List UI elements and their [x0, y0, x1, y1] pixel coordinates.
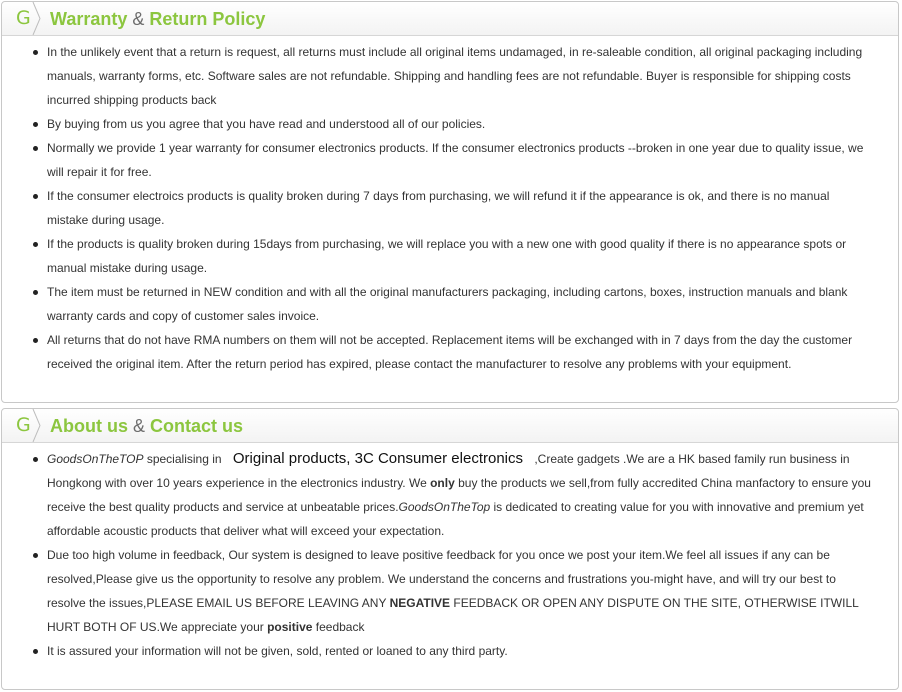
brand-name: GoodsOnTheTOP [47, 452, 144, 466]
about-header [2, 409, 898, 443]
list-item [2, 543, 898, 639]
emphasis-only: only [430, 476, 455, 490]
g-logo-icon [2, 2, 40, 35]
about-list [2, 447, 898, 663]
list-item: In the unlikely event that a return is request, all returns must include all original items undamaged, in re-saleable condition, all original packaging including manuals, warranty forms, etc. Software sales are not refundable. Shipping and handling fees are not refundable. Buyer is responsible for shipping costs incurred shipping products back [2, 40, 898, 112]
emphasis-positive: positive [267, 620, 313, 634]
list-item: The item must be returned in NEW condition and with all the original manufacturers packaging, including cartons, boxes, instruction manuals and blank warranty cards and copy of customer sales invoice. [2, 280, 898, 328]
warranty-list [2, 40, 898, 376]
title-part-return-policy: Return Policy [149, 9, 266, 29]
warranty-title [50, 8, 265, 30]
text-segment: Due too high volume in feedback, Our system is designed to leave positive feedback for you once we post your item.We feel all issues if any can be resolved,Please give us the opportunity to resolve any problem. We understand the concerns and frustrations you-might have, and will try our best to resolve the issues,PLEASE EMAIL US BEFORE LEAVING ANY [47, 548, 836, 610]
list-item: All returns that do not have RMA numbers on them will not be accepted. Replacement items will be exchanged with in 7 days from the day the customer received the original item. After the return period has expired, please contact the manufacturer to resolve any problems with your equipment. [2, 328, 898, 376]
g-logo-letter: G [16, 7, 31, 29]
list-item: Normally we provide 1 year warranty for consumer electronics products. If the consumer electronics products --broken in one year due to quality issue, we will repair it for free. [2, 136, 898, 184]
warranty-header [2, 2, 898, 36]
list-item [2, 447, 898, 543]
list-item: By buying from us you agree that you have read and understood all of our policies. [2, 112, 898, 136]
emphasis-negative: NEGATIVE [389, 596, 451, 610]
title-part-about-us: About us [50, 416, 128, 436]
g-logo-letter: G [16, 414, 31, 436]
text-segment: FEEDBACK OR OPEN ANY DISPUTE ON THE SITE, OTHERWISE ITWILL HURT BOTH OF US.We appreciate your [47, 596, 859, 634]
g-logo-icon [2, 409, 40, 442]
chevron-divider-icon [32, 2, 42, 35]
list-item: If the products is quality broken during 15days from purchasing, we will replace you with a new one with good quality if there is no appearance spots or manual mistake during usage. [2, 232, 898, 280]
list-item: It is assured your information will not be given, sold, rented or loaned to any third party. [2, 639, 898, 663]
brand-name: GoodsOnTheTop [398, 500, 491, 514]
text-segment: ,Create gadgets .We are a HK based family run business in Hongkong with over 10 years experience in the electronics industry. We [47, 452, 850, 490]
text-segment: is dedicated to creating value for you with innovative and premium yet affordable acoustic products that deliver what will exceed your expectation. [47, 500, 864, 538]
about-panel [1, 408, 899, 690]
title-ampersand: & [128, 416, 151, 436]
text-segment: specialising in [143, 452, 225, 466]
title-ampersand: & [127, 9, 150, 29]
highlight-text: Original products, 3C Consumer electronics [232, 450, 523, 467]
about-title [50, 415, 243, 437]
text-segment: buy the products we sell,from fully accredited China manfactory to ensure you receive the best quality products and service at unbeatable prices. [47, 476, 871, 514]
chevron-divider-icon [32, 409, 42, 442]
text-segment: feedback [312, 620, 365, 634]
warranty-panel [1, 1, 899, 403]
title-part-warranty: Warranty [50, 9, 128, 29]
list-item: If the consumer electroics products is quality broken during 7 days from purchasing, we will refund it if the appearance is ok, and there is no manual mistake during usage. [2, 184, 898, 232]
title-part-contact-us: Contact us [150, 416, 244, 436]
